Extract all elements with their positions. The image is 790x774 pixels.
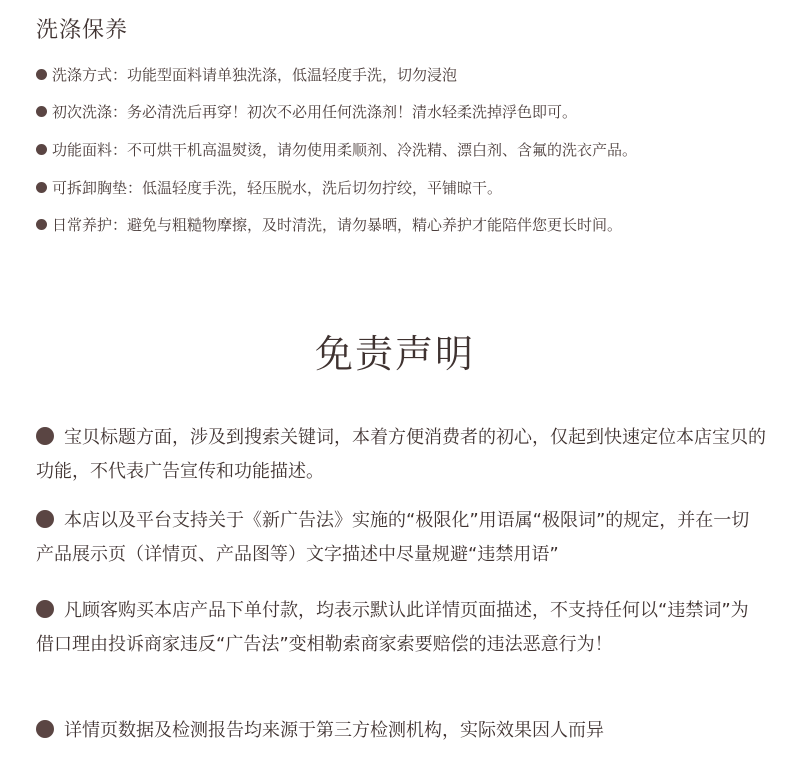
disclaimer-title: 免责声明: [314, 332, 475, 376]
care-item-wash-method: [36, 63, 457, 85]
care-item-label: 洗涤方式：: [52, 65, 128, 84]
care-item-text: 功能型面料请单独洗涤，低温轻度手洗，切勿浸泡: [127, 65, 458, 84]
bullet-dot: [36, 69, 47, 80]
care-item-functional-fabric: [36, 138, 637, 160]
care-item-text: 低温轻度手洗，轻压脱水，洗后切勿拧绞，平铺晾干。: [142, 178, 503, 197]
care-item-label: 功能面料：: [52, 140, 128, 159]
disclaimer-text: 详情页数据及检测报告均来源于第三方检测机构，实际效果因人而异: [64, 720, 604, 741]
care-item-label: 可拆卸胸垫：: [52, 178, 143, 197]
bullet-dot: [36, 427, 54, 445]
disclaimer-text: 本店以及平台支持关于《新广告法》实施的“极限化”用语属“极限词”的规定，并在一切产品展示页（详情页、产品图等）文字描述中尽量规避“违禁用语”: [36, 510, 750, 565]
disclaimer-item-title-keywords: [36, 421, 766, 489]
bullet-dot: [36, 106, 47, 117]
care-item-label: 初次洗涤：: [52, 102, 128, 121]
bullet-dot: [36, 219, 47, 230]
bullet-dot: [36, 182, 47, 193]
bullet-dot: [36, 600, 54, 618]
care-title: 洗涤保养: [36, 18, 129, 43]
care-item-removable-pad: [36, 176, 502, 198]
care-item-first-wash: [36, 100, 577, 122]
bullet-dot: [36, 510, 54, 528]
disclaimer-item-ad-law: [36, 504, 766, 572]
care-item-daily-care: [36, 213, 622, 235]
care-item-label: 日常养护：: [52, 215, 128, 234]
care-item-text: 避免与粗糙物摩擦，及时清洗，请勿暴晒，精心养护才能陪伴您更长时间。: [127, 215, 623, 234]
disclaimer-text: 凡顾客购买本店产品下单付款，均表示默认此详情页面描述，不支持任何以“违禁词”为借口理由投诉商家违反“广告法”变相勒索商家索要赔偿的违法恶意行为！: [36, 600, 749, 655]
care-item-text: 不可烘干机高温熨烫，请勿使用柔顺剂、冷洗精、漂白剂、含氟的洗衣产品。: [127, 140, 638, 159]
bullet-dot: [36, 720, 54, 738]
disclaimer-item-test-data: [36, 714, 766, 748]
bullet-dot: [36, 144, 47, 155]
disclaimer-text: 宝贝标题方面，涉及到搜索关键词，本着方便消费者的初心，仅起到快速定位本店宝贝的功能，不代表广告宣传和功能描述。: [36, 427, 766, 482]
care-item-text: 务必清洗后再穿！初次不必用任何洗涤剂！清水轻柔洗掉浮色即可。: [127, 102, 578, 121]
disclaimer-item-purchase-consent: [36, 594, 766, 662]
